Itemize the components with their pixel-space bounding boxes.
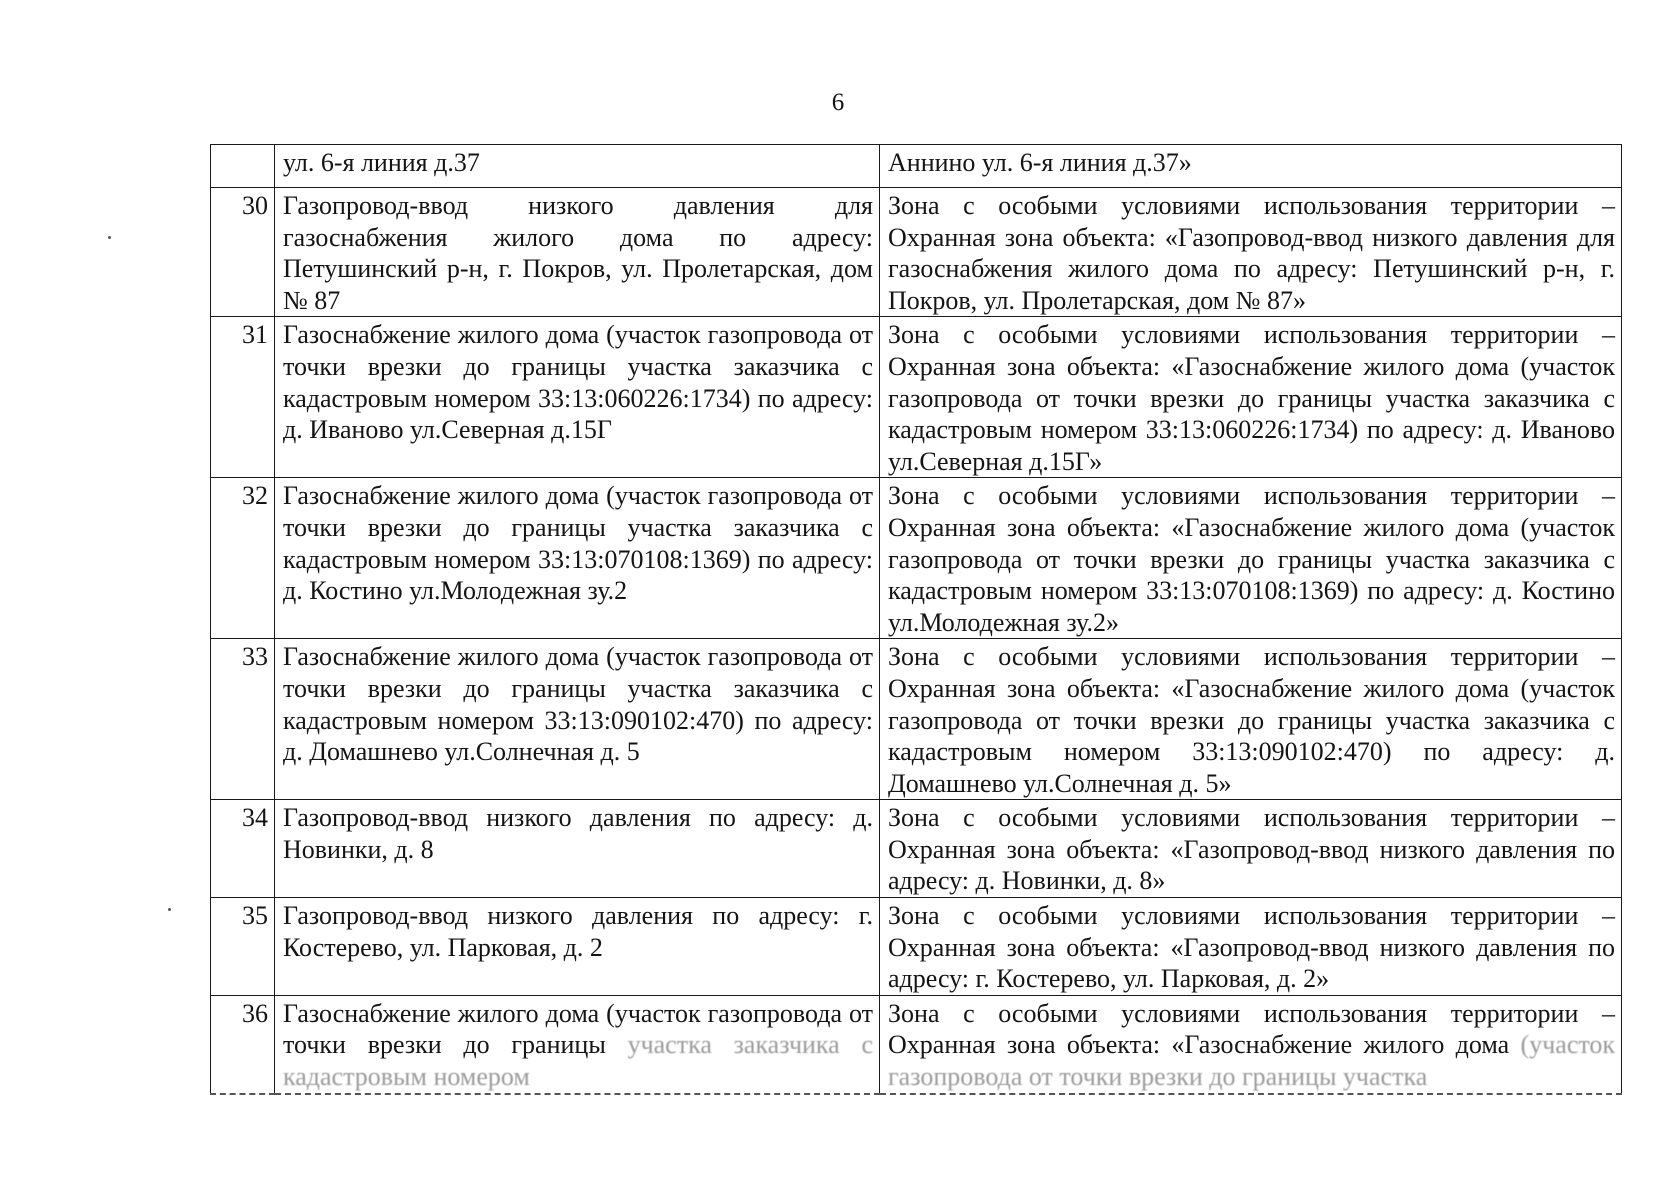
- zone-description-cell: [880, 995, 1622, 1093]
- row-number: [211, 145, 275, 188]
- zone-description-cell: Аннино ул. 6-я линия д.37»: [880, 145, 1622, 188]
- table-row: [211, 800, 1622, 898]
- table-row: [211, 898, 1622, 996]
- table-row: [211, 145, 1622, 188]
- row-number: 34: [211, 800, 275, 898]
- table-row: [211, 478, 1622, 639]
- object-name-cell: Газоснабжение жилого дома (участок газопровода от точки врезки до границы участка заказчика с кадастровым номером 33:13:090102:470) по адресу: д. Домашнево ул.Солнечная д. 5: [275, 639, 880, 800]
- zone-text: Зона с особыми условиями использования территории – Охранная зона объекта: «Газоснабжение жилого дома: [888, 998, 1615, 1060]
- row-number: 35: [211, 898, 275, 996]
- zone-description-cell: Зона с особыми условиями использования территории – Охранная зона объекта: «Газопровод-ввод низкого давления по адресу: г. Костерево, ул. Парковая, д. 2»: [880, 898, 1622, 996]
- page-number: 6: [831, 89, 845, 116]
- zone-description-cell: Зона с особыми условиями использования территории – Охранная зона объекта: «Газопровод-ввод низкого давления для газоснабжения жилого дома по адресу: Петушинский р-н, г. Покров, ул. Пролетарская, дом № 87»: [880, 188, 1622, 317]
- object-name-cell: Газопровод-ввод низкого давления для газоснабжения жилого дома по адресу: Петушинский р-н, г. Покров, ул. Пролетарская, дом № 87: [275, 188, 880, 317]
- row-number: 36: [211, 995, 275, 1093]
- zone-text-faded: (участок газопровода от точки врезки до границы участка: [888, 1030, 1616, 1092]
- object-text: Газоснабжение жилого дома (участок газопровода от точки врезки до границы: [283, 998, 873, 1060]
- object-text-faded: участка заказчика с кадастровым номером: [283, 1030, 874, 1092]
- zone-description-cell: Зона с особыми условиями использования территории – Охранная зона объекта: «Газоснабжение жилого дома (участок газопровода от точки врезки до границы участка заказчика с кадастровым номером 33:13:060226:1734) по адресу: д. Иваново ул.Северная д.15Г»: [880, 317, 1622, 478]
- margin-mark: [168, 908, 171, 911]
- zone-description-cell: Зона с особыми условиями использования территории – Охранная зона объекта: «Газоснабжение жилого дома (участок газопровода от точки врезки до границы участка заказчика с кадастровым номером 33:13:070108:1369) по адресу: д. Костино ул.Молодежная зу.2»: [880, 478, 1622, 639]
- table-row-cut: [211, 995, 1622, 1093]
- row-number: 32: [211, 478, 275, 639]
- object-name-cell: ул. 6-я линия д.37: [275, 145, 880, 188]
- table-row: [211, 188, 1622, 317]
- object-name-cell: Газопровод-ввод низкого давления по адресу: д. Новинки, д. 8: [275, 800, 880, 898]
- zone-description-cell: Зона с особыми условиями использования территории – Охранная зона объекта: «Газопровод-ввод низкого давления по адресу: д. Новинки, д. 8»: [880, 800, 1622, 898]
- zone-description-cell: Зона с особыми условиями использования территории – Охранная зона объекта: «Газоснабжение жилого дома (участок газопровода от точки врезки до границы участка заказчика с кадастровым номером 33:13:090102:470) по адресу: д. Домашнево ул.Солнечная д. 5»: [880, 639, 1622, 800]
- table-row: [211, 639, 1622, 800]
- row-number: 31: [211, 317, 275, 478]
- table-row: [211, 317, 1622, 478]
- object-name-cell: Газопровод-ввод низкого давления по адресу: г. Костерево, ул. Парковая, д. 2: [275, 898, 880, 996]
- object-name-cell: Газоснабжение жилого дома (участок газопровода от точки врезки до границы участка заказчика с кадастровым номером 33:13:060226:1734) по адресу: д. Иваново ул.Северная д.15Г: [275, 317, 880, 478]
- margin-mark: [108, 236, 111, 239]
- row-number: 30: [211, 188, 275, 317]
- row-number: 33: [211, 639, 275, 800]
- object-name-cell: Газоснабжение жилого дома (участок газопровода от точки врезки до границы участка заказчика с кадастровым номером 33:13:070108:1369) по адресу: д. Костино ул.Молодежная зу.2: [275, 478, 880, 639]
- object-name-cell: [275, 995, 880, 1093]
- zones-table: [210, 144, 1622, 1095]
